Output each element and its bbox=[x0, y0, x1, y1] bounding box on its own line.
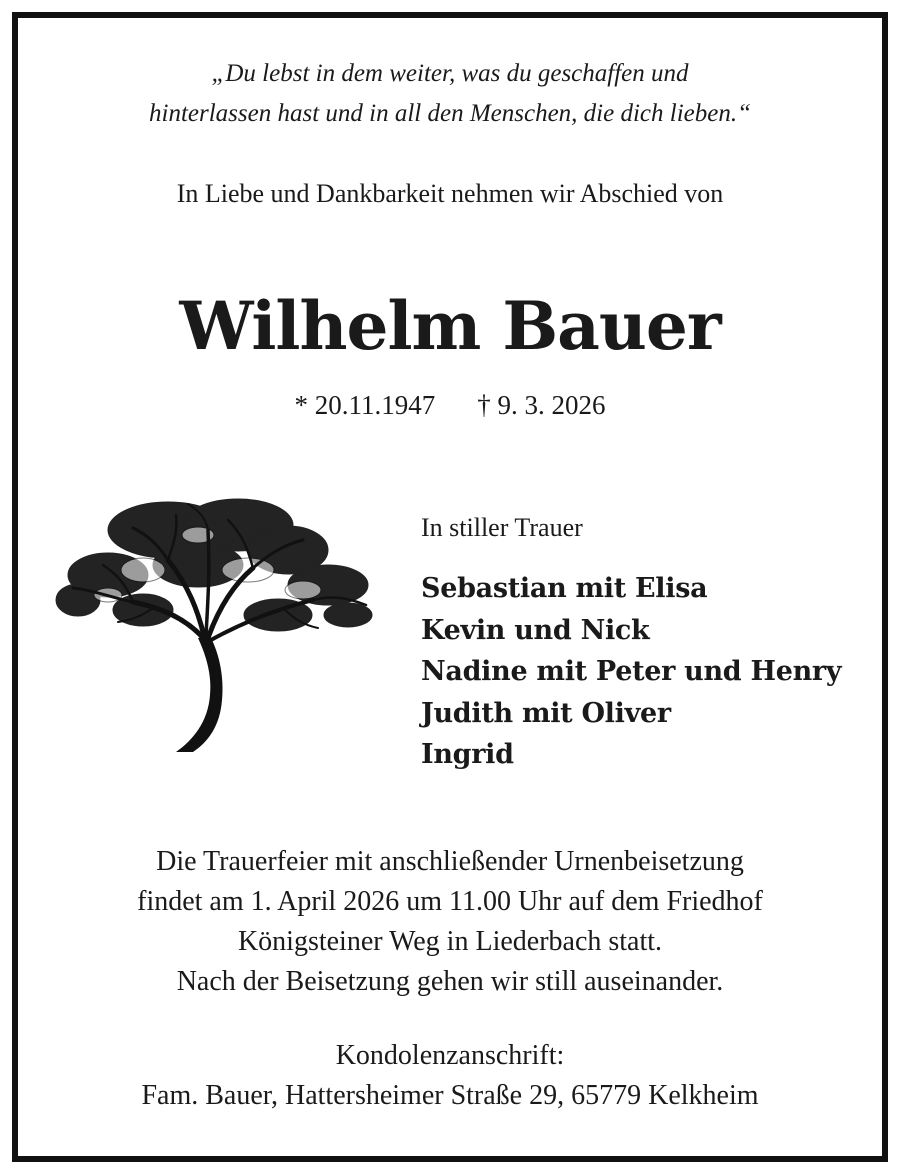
deceased-name: Wilhelm Bauer bbox=[179, 287, 721, 365]
family-member: Judith mit Oliver bbox=[421, 697, 671, 729]
family-member: Kevin und Nick bbox=[421, 614, 650, 646]
family-member: Sebastian mit Elisa bbox=[421, 573, 708, 604]
tree-silhouette-icon bbox=[48, 490, 378, 755]
condolence-address bbox=[18, 1036, 882, 1116]
condolence-address-line: Fam. Bauer, Hattersheimer Straße 29, 65779 Kelkheim bbox=[141, 1080, 759, 1111]
family-member: Ingrid bbox=[421, 739, 514, 770]
birth-date: * 20.11.1947 bbox=[294, 390, 436, 420]
family-list bbox=[421, 568, 841, 776]
service-line-3: Königsteiner Weg in Liederbach statt. bbox=[237, 926, 663, 957]
life-dates bbox=[18, 387, 882, 423]
memorial-quote bbox=[18, 54, 882, 134]
service-line-1: Die Trauerfeier mit anschließender Urnenbeisetzung bbox=[156, 846, 744, 877]
service-line-2: findet am 1. April 2026 um 11.00 Uhr auf dem Friedhof bbox=[137, 886, 763, 917]
service-line-4: Nach der Beisetzung gehen wir still auseinander. bbox=[176, 966, 724, 997]
mourning-section bbox=[421, 510, 841, 776]
mourning-label: In stiller Trauer bbox=[421, 513, 583, 542]
quote-line-1: „Du lebst in dem weiter, was du geschaffen und bbox=[211, 60, 689, 87]
quote-line-2: hinterlassen hast und in all den Menschen, die dich lieben.“ bbox=[149, 100, 751, 127]
intro-text: In Liebe und Dankbarkeit nehmen wir Abschied von bbox=[176, 179, 724, 208]
death-date: † 9. 3. 2026 bbox=[477, 390, 606, 420]
family-member: Nadine mit Peter und Henry bbox=[421, 656, 842, 687]
service-info bbox=[18, 842, 882, 1002]
condolence-label: Kondolenzanschrift: bbox=[335, 1040, 565, 1071]
